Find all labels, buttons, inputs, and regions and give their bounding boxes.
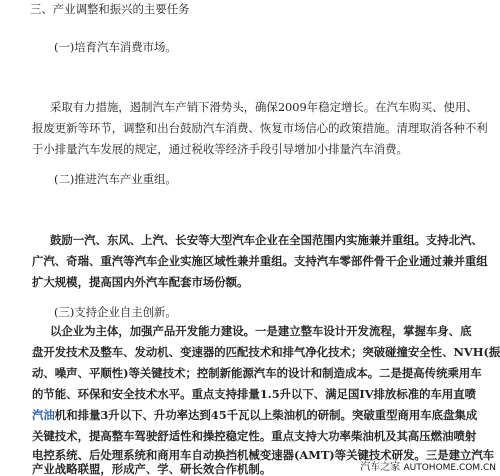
section-3-line-7: 电控系统、后处理系统和商用车自动换挡机械变速器(AMT)等关键技术研发。三是建立汽车	[32, 448, 495, 462]
section-3-line-4: 的节能、环保和安全技术水平。重点支持排量1.5升以下、满足国IV排放标准的车用直喷	[32, 387, 477, 401]
section-2-title: (二)推进汽车产业重组。	[54, 172, 177, 186]
highlight-link-word[interactable]: 汽油	[32, 408, 55, 422]
section-3-line-5	[32, 408, 477, 422]
page-heading: 三、产业调整和振兴的主要任务	[30, 2, 190, 16]
section-3-line-2: 盘开发技术及整车、发动机、变速器的匹配技术和排气净化技术；突破碰撞安全性、NVH(振	[32, 345, 500, 359]
section-3-line-6: 关键技术，提高整车驾驶舒适性和操控稳定性。重点支持大功率柴油机及其高压燃油喷射	[32, 429, 477, 443]
section-1-line-3: 于小排量汽车发展的规定，通过税收等经济手段引导增加小排量汽车消费。	[32, 142, 408, 156]
section-3-line-3: 动、噪声、平顺性)等关键技术；控制新能源汽车的设计和制造成本。二是提高传统乘用车	[32, 366, 482, 380]
section-3-line-5-text: 机和排量3升以下、升功率达到45千瓦以上柴油机的研制。突破重型商用车底盘集成	[54, 408, 478, 422]
section-1-line-1: 采取有力措施，遏制汽车产销下滑势头，确保2009年稳定增长。在汽车购买、使用、	[50, 100, 478, 114]
section-2-line-3: 扩大规模，提高国内外汽车配套市场份额。	[32, 275, 249, 289]
section-3-title: (三)支持企业自主创新。	[54, 305, 177, 319]
section-3-line-1: 以企业为主体，加强产品开发能力建设。一是建立整车设计开发流程，掌握车身、底	[50, 324, 472, 338]
watermark-domain: AUTOHOME.COM.CN	[403, 463, 496, 473]
watermark-brand: 汽车之家	[360, 462, 401, 473]
section-2-line-1: 鼓励一汽、东风、上汽、长安等大型汽车企业在全国范围内实施兼并重组。支持北汽、	[50, 233, 483, 247]
section-1-title: (一)培育汽车消费市场。	[54, 40, 177, 54]
section-3-line-8: 产业战略联盟，形成产、学、研长效合作机制。	[32, 462, 272, 476]
section-1-line-2: 报废更新等环节，调整和出台鼓励汽车消费、恢复市场信心的政策措施。清理取消各种不利	[32, 121, 488, 135]
watermark-footer	[360, 458, 496, 473]
section-2-line-2: 广汽、奇瑞、重汽等汽车企业实施区域性兼并重组。支持汽车零部件骨干企业通过兼并重组	[32, 254, 488, 268]
